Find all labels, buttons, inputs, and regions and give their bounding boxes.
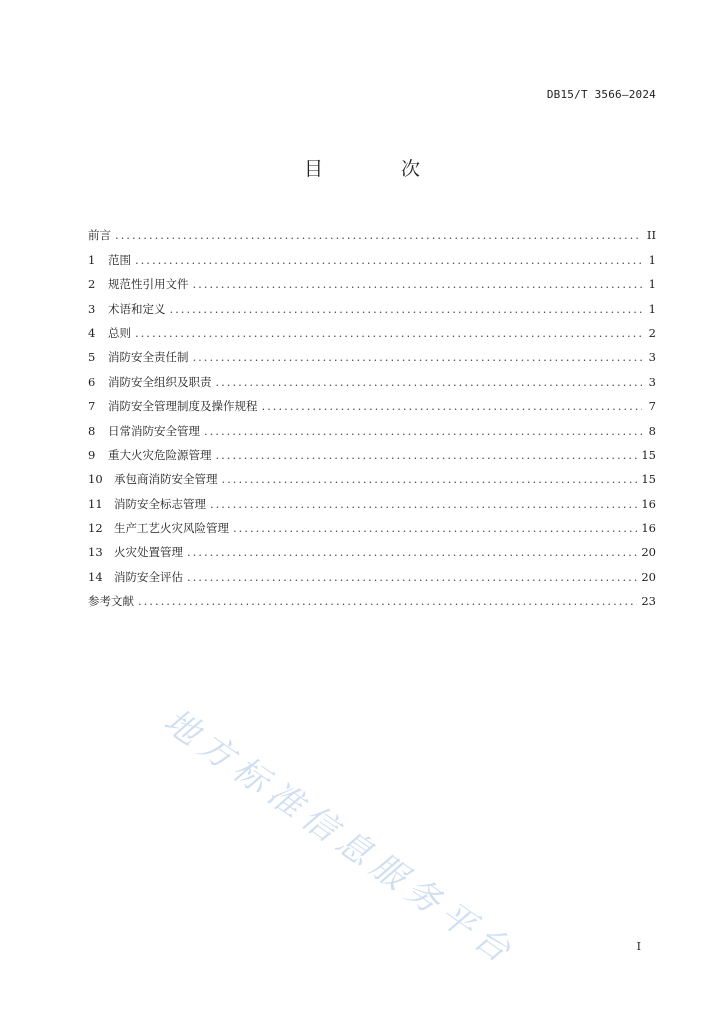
toc-entry-foreword[interactable] — [88, 218, 656, 242]
table-of-contents — [88, 218, 656, 608]
toc-entry-number: 7 — [88, 399, 96, 414]
watermark-text: 地方标准信息服务平台 — [156, 700, 524, 975]
toc-entry-9[interactable] — [88, 438, 656, 462]
toc-entry-number: 4 — [88, 325, 96, 340]
toc-entry-6[interactable] — [88, 364, 656, 388]
toc-entry-label: 消防安全评估 — [114, 569, 183, 584]
toc-entry-references[interactable] — [88, 584, 656, 608]
toc-dot-leader — [210, 497, 637, 511]
toc-entry-page: 1 — [648, 277, 656, 292]
toc-dot-leader — [233, 521, 637, 535]
toc-dot-leader — [204, 424, 642, 438]
toc-entry-number: 5 — [88, 350, 96, 365]
toc-entry-page: 3 — [648, 350, 656, 365]
toc-entry-1[interactable] — [88, 242, 656, 266]
toc-entry-label: 消防安全责任制 — [108, 350, 189, 365]
toc-entry-3[interactable] — [88, 291, 656, 315]
toc-entry-label: 参考文献 — [88, 594, 134, 609]
toc-entry-page: 15 — [641, 472, 656, 487]
toc-entry-label: 消防安全组织及职责 — [108, 374, 212, 389]
toc-entry-label: 消防安全管理制度及操作规程 — [108, 399, 258, 414]
toc-entry-number: 14 — [88, 569, 103, 584]
toc-entry-label: 范围 — [108, 252, 131, 267]
toc-entry-page: II — [646, 228, 656, 243]
toc-entry-number: 2 — [88, 277, 96, 292]
toc-entry-number: 12 — [88, 521, 103, 536]
toc-entry-label: 总则 — [108, 325, 131, 340]
toc-entry-label: 术语和定义 — [108, 301, 166, 316]
toc-entry-label: 重大火灾危险源管理 — [108, 447, 212, 462]
toc-entry-label: 日常消防安全管理 — [108, 423, 200, 438]
toc-entry-number: 1 — [88, 252, 96, 267]
toc-entry-page: 3 — [648, 374, 656, 389]
toc-entry-number: 6 — [88, 374, 96, 389]
toc-entry-page: 16 — [641, 521, 656, 536]
page-number: I — [636, 940, 641, 953]
toc-dot-leader — [193, 350, 643, 364]
toc-dot-leader — [135, 253, 642, 267]
toc-entry-page: 1 — [648, 301, 656, 316]
toc-entry-page: 16 — [641, 496, 656, 511]
toc-entry-page: 1 — [648, 252, 656, 267]
toc-entry-label: 消防安全标志管理 — [114, 496, 206, 511]
toc-dot-leader — [170, 302, 643, 316]
toc-entry-4[interactable] — [88, 316, 656, 340]
toc-entry-page: 2 — [648, 325, 656, 340]
toc-dot-leader — [187, 545, 637, 559]
toc-entry-number: 9 — [88, 447, 96, 462]
toc-dot-leader — [216, 375, 643, 389]
toc-dot-leader — [115, 228, 642, 242]
toc-dot-leader — [222, 472, 638, 486]
toc-dot-leader — [216, 448, 638, 462]
toc-dot-leader — [135, 326, 642, 340]
toc-entry-12[interactable] — [88, 511, 656, 535]
toc-dot-leader — [262, 399, 643, 413]
toc-entry-number: 10 — [88, 472, 103, 487]
toc-dot-leader — [187, 570, 637, 584]
toc-entry-label: 火灾处置管理 — [114, 545, 183, 560]
toc-entry-page: 20 — [641, 569, 656, 584]
page-title: 目 次 — [303, 158, 457, 180]
toc-entry-label: 前言 — [88, 228, 111, 243]
toc-entry-10[interactable] — [88, 462, 656, 486]
toc-entry-label: 承包商消防安全管理 — [114, 472, 218, 487]
toc-entry-label: 生产工艺火灾风险管理 — [114, 521, 229, 536]
toc-entry-13[interactable] — [88, 535, 656, 559]
toc-entry-7[interactable] — [88, 389, 656, 413]
toc-entry-page: 8 — [648, 423, 656, 438]
toc-entry-page: 20 — [641, 545, 656, 560]
toc-entry-11[interactable] — [88, 486, 656, 510]
toc-entry-8[interactable] — [88, 413, 656, 437]
toc-entry-page: 7 — [648, 399, 656, 414]
toc-dot-leader — [138, 594, 637, 608]
toc-entry-5[interactable] — [88, 340, 656, 364]
toc-entry-number: 13 — [88, 545, 103, 560]
toc-entry-number: 8 — [88, 423, 96, 438]
toc-entry-2[interactable] — [88, 267, 656, 291]
toc-entry-14[interactable] — [88, 559, 656, 583]
toc-entry-number: 3 — [88, 301, 96, 316]
toc-dot-leader — [193, 277, 643, 291]
toc-entry-page: 23 — [641, 594, 656, 609]
toc-entry-number: 11 — [88, 496, 103, 511]
document-code: DB15/T 3566—2024 — [546, 88, 656, 101]
toc-entry-label: 规范性引用文件 — [108, 277, 189, 292]
toc-entry-page: 15 — [641, 447, 656, 462]
